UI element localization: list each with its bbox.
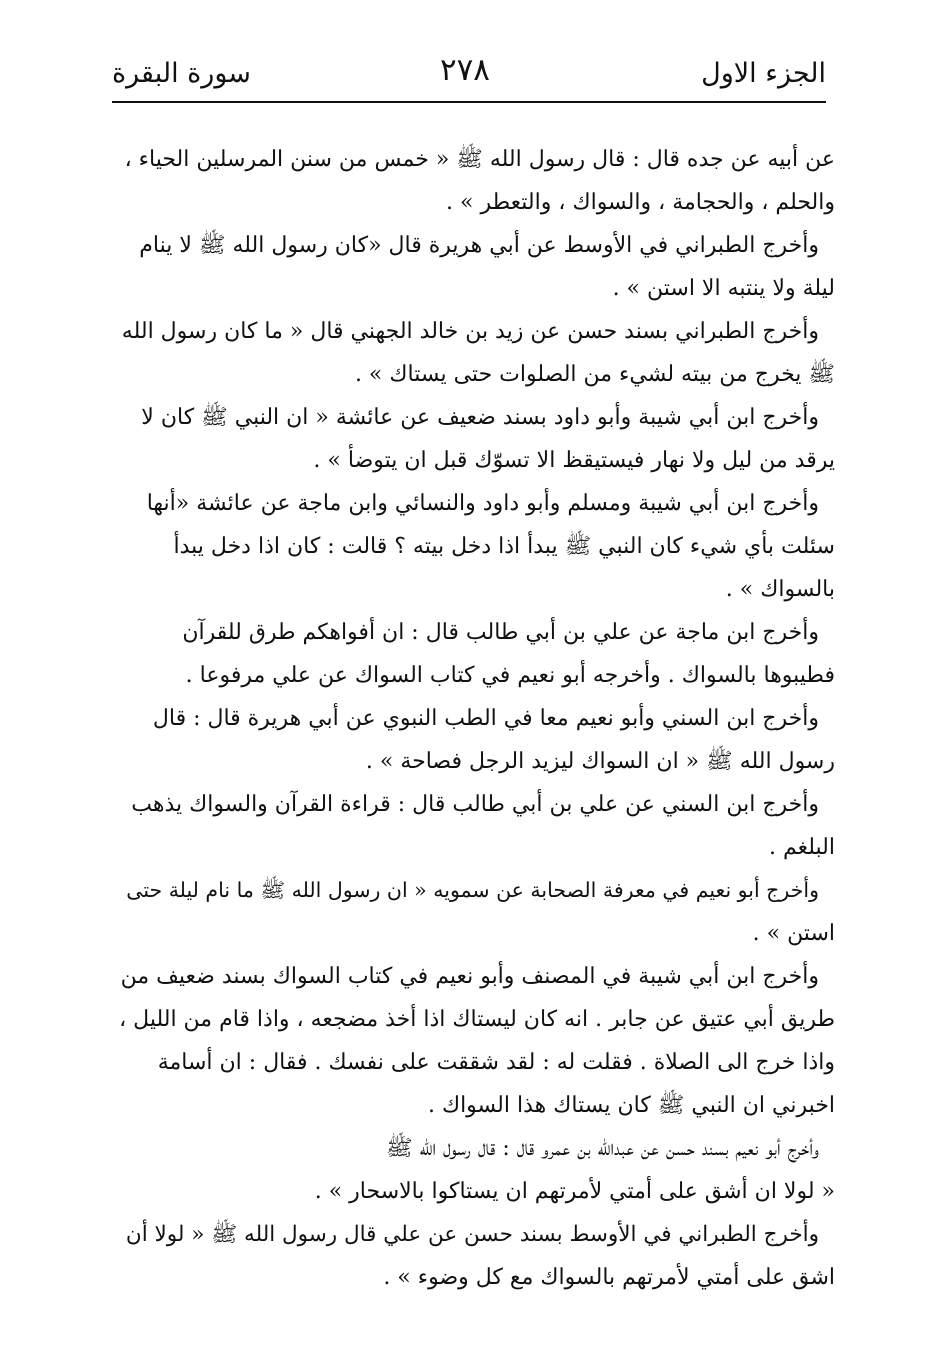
text-line: وأخرج الطبراني في الأوسط بسند حسن عن علي قال رسول الله ﷺ « لولا أن	[125, 1222, 819, 1247]
text-line: وأخرج الطبراني في الأوسط عن أبي هريرة قال «كان رسول الله ﷺ لا ينام	[139, 233, 819, 258]
text-line: واذا خرج الى الصلاة . فقلت له : لقد شققت على نفسك . فقال : ان أسامة	[157, 1050, 835, 1075]
page-body	[115, 138, 835, 1298]
text-line: طريق أبي عتيق عن جابر . انه كان ليستاك اذا أخذ مضجعه ، واذا قام من الليل ،	[119, 1007, 835, 1032]
page-header	[112, 46, 826, 98]
paragraph	[115, 310, 835, 396]
paragraph	[115, 396, 835, 482]
text-line: عن أبيه عن جده قال : قال رسول الله ﷺ « خمس من سنن المرسلين الحياء ،	[124, 147, 835, 172]
text-line: وأخرج ابن أبي شيبة ومسلم وأبو داود والنسائي وابن ماجة عن عائشة «أنها	[146, 491, 819, 516]
paragraph	[115, 482, 835, 611]
text-line: فطيبوها بالسواك . وأخرجه أبو نعيم في كتاب السواك عن علي مرفوعا .	[185, 663, 835, 688]
text-line: بالسواك » .	[725, 577, 835, 602]
text-line: وأخرج ابن السني وأبو نعيم معا في الطب النبوي عن أبي هريرة قال : قال	[152, 706, 819, 731]
surah-title: سورة البقرة	[112, 58, 251, 89]
page-number: ٢٧٨	[440, 52, 490, 88]
paragraph	[115, 1127, 835, 1213]
text-line: ﷺ يخرج من بيته لشيء من الصلوات حتى يستاك » .	[354, 362, 835, 387]
text-line: اشق على أمتي لأمرتهم بالسواك مع كل وضوء » .	[383, 1265, 835, 1290]
text-line: « لولا ان أشق على أمتي لأمرتهم ان يستاكوا بالاسحار » .	[314, 1179, 835, 1204]
text-line: رسول الله ﷺ « ان السواك ليزيد الرجل فصاحة » .	[365, 749, 835, 774]
paragraph	[115, 869, 835, 955]
text-line: يرقد من ليل ولا نهار فيستيقظ الا تسوّك قبل ان يتوضأ » .	[313, 448, 835, 473]
paragraph	[115, 224, 835, 310]
text-line: استن » .	[752, 921, 835, 946]
text-line: البلغم .	[769, 835, 835, 860]
text-line: سئلت بأي شيء كان النبي ﷺ يبدأ اذا دخل بيته ؟ قالت : كان اذا دخل يبدأ	[173, 534, 835, 559]
text-line: وأخرج ابن ماجة عن علي بن أبي طالب قال : ان أفواهكم طرق للقرآن	[182, 620, 819, 645]
text-line: وأخرج ابن السني عن علي بن أبي طالب قال : قراءة القرآن والسواك يذهب	[131, 792, 819, 817]
text-line: وأخرج الطبراني بسند حسن عن زيد بن خالد الجهني قال « ما كان رسول الله	[121, 319, 819, 344]
text-line: وأخرج ابن أبي شيبة وأبو داود بسند ضعيف عن عائشة « ان النبي ﷺ كان لا	[141, 405, 819, 430]
header-rule	[112, 101, 826, 103]
text-line: وأخرج ابن أبي شيبة في المصنف وأبو نعيم في كتاب السواك بسند ضعيف من	[120, 964, 819, 989]
paragraph	[115, 783, 835, 869]
text-line: ليلة ولا ينتبه الا استن » .	[612, 276, 835, 301]
text-line: وأخرج أبو نعيم بسند حسن عن عبدالله بن عمرو قال : قال رسول الله ﷺ	[386, 1136, 819, 1161]
paragraph	[115, 138, 835, 224]
text-line: والحلم ، والحجامة ، والسواك ، والتعطر » .	[446, 190, 835, 215]
text-line: وأخرج أبو نعيم في معرفة الصحابة عن سمويه « ان رسول الله ﷺ ما نام ليلة حتى	[126, 878, 819, 902]
paragraph	[115, 955, 835, 1127]
volume-title: الجزء الاول	[701, 58, 826, 89]
paragraph	[115, 1213, 835, 1298]
paragraph	[115, 697, 835, 783]
text-line: اخبرني ان النبي ﷺ كان يستاك هذا السواك .	[427, 1093, 835, 1118]
paragraph	[115, 611, 835, 697]
